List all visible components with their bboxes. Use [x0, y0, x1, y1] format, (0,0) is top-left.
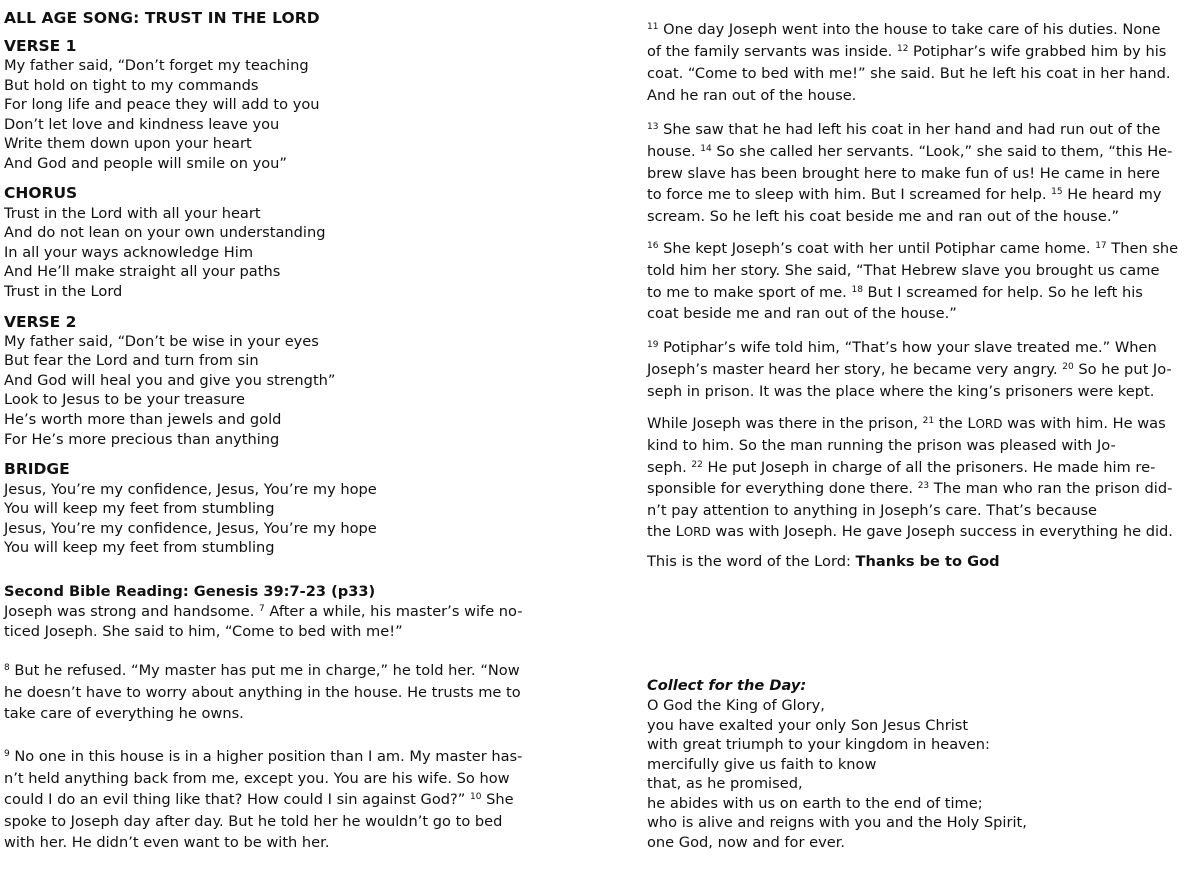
text-run: n’t held anything back from me, except you. You are his wife. So how	[4, 770, 510, 787]
text-run: He heard my	[1062, 186, 1162, 203]
verse-number: 13	[647, 122, 659, 132]
text-run: She kept Joseph’s coat with her until Potiphar came home.	[658, 240, 1096, 257]
paragraph-line	[647, 383, 1154, 400]
paragraph-line	[647, 43, 1166, 60]
text-run: ticed Joseph. She said to him, “Come to bed with me!”	[4, 623, 403, 640]
song-line: You will keep my feet from stumbling	[4, 500, 275, 517]
song-line: Trust in the Lord with all your heart	[4, 205, 261, 222]
song-line: And God will heal you and give you strength”	[4, 372, 336, 389]
verse-number: 16	[647, 241, 659, 251]
verse-number: 12	[896, 44, 909, 54]
paragraph-line	[647, 437, 1116, 454]
paragraph-line	[647, 553, 1000, 570]
song-line: My father said, “Don’t forget my teaching	[4, 57, 309, 74]
paragraph-line	[4, 813, 502, 830]
verse-1-heading: VERSE 1	[4, 37, 77, 55]
verse-number: 14	[700, 144, 712, 154]
song-line: He’s worth more than jewels and gold	[4, 411, 282, 428]
song-title: ALL AGE SONG: TRUST IN THE LORD	[4, 9, 320, 27]
collect-line: you have exalted your only Son Jesus Christ	[647, 717, 969, 734]
verse-number: 17	[1095, 241, 1107, 251]
song-line: You will keep my feet from stumbling	[4, 539, 275, 556]
paragraph-line	[647, 480, 1172, 497]
paragraph-line	[4, 662, 520, 679]
verse-number: 18	[851, 285, 863, 295]
text-run: with her. He didn’t even want to be with her.	[4, 834, 330, 851]
text-run: He put Joseph in charge of all the prisoners. He made him re-	[702, 459, 1156, 476]
collect-line: he abides with us on earth to the end of time;	[647, 795, 983, 812]
song-line: And He’ll make straight all your paths	[4, 263, 281, 280]
song-line: Write them down upon your heart	[4, 135, 252, 152]
text-run: After a while, his master’s wife no-	[264, 603, 523, 620]
paragraph-line	[4, 791, 514, 808]
text-run: Joseph’s master heard her story, he became very angry.	[647, 361, 1063, 378]
text-run: coat beside me and ran out of the house.”	[647, 305, 957, 322]
collect-line: that, as he promised,	[647, 775, 803, 792]
text-run: Joseph was strong and handsome.	[4, 603, 259, 620]
collect-line: who is alive and reigns with you and the Holy Spirit,	[647, 814, 1027, 831]
song-line: My father said, “Don’t be wise in your eyes	[4, 333, 319, 350]
song-line: Don’t let love and kindness leave you	[4, 116, 280, 133]
text-run: But I screamed for help. So he left his	[862, 284, 1143, 301]
small-caps-text: ORD	[683, 525, 711, 539]
song-line: For He’s more precious than anything	[4, 431, 280, 448]
text-run: coat. “Come to bed with me!” she said. But he left his coat in her hand.	[647, 65, 1171, 82]
verse-number: 21	[922, 416, 935, 426]
text-run: to force me to sleep with him. But I screamed for help.	[647, 186, 1052, 203]
bridge-heading: BRIDGE	[4, 460, 70, 478]
paragraph-line	[4, 684, 521, 701]
verse-number: 7	[258, 604, 265, 614]
text-run: So he put Jo-	[1073, 361, 1172, 378]
text-run: was with him. He was	[1002, 415, 1166, 432]
paragraph-line	[4, 603, 523, 620]
song-line: Jesus, You’re my confidence, Jesus, You’re my hope	[4, 520, 377, 537]
text-run: And he ran out of the house.	[647, 87, 857, 104]
text-run: She saw that he had left his coat in her hand and had run out of the	[658, 121, 1161, 138]
text-run: he doesn’t have to worry about anything in the house. He trusts me to	[4, 684, 521, 701]
paragraph-line	[647, 143, 1172, 160]
paragraph-line	[647, 208, 1119, 225]
song-line: Trust in the Lord	[4, 283, 123, 300]
song-line: And do not lean on your own understanding	[4, 224, 326, 241]
verse-number: 11	[647, 22, 659, 32]
text-run: n’t pay attention to anything in Joseph’s care. That’s because	[647, 502, 1098, 519]
paragraph-line	[647, 523, 1173, 540]
text-run: could I do an evil thing like that? How could I sin against God?”	[4, 791, 470, 808]
collect-title: Collect for the Day:	[647, 677, 807, 694]
paragraph-line	[4, 748, 522, 765]
paragraph-line	[647, 186, 1162, 203]
song-line: In all your ways acknowledge Him	[4, 244, 254, 261]
text-run: brew slave has been brought here to make fun of us! He came in here	[647, 165, 1160, 182]
verse-number: 9	[4, 749, 10, 759]
paragraph-line	[647, 459, 1155, 476]
paragraph-line	[647, 502, 1097, 519]
text-run: spoke to Joseph day after day. But he told her he wouldn’t go to bed	[4, 813, 503, 830]
text-run: No one in this house is in a higher position than I am. My master has-	[9, 748, 523, 765]
song-line: But hold on tight to my commands	[4, 77, 259, 94]
text-run: kind to him. So the man running the prison was pleased with Jo-	[647, 437, 1116, 454]
song-line: Jesus, You’re my confidence, Jesus, You’re my hope	[4, 481, 377, 498]
text-run: This is the word of the Lord:	[647, 553, 856, 570]
paragraph-line	[4, 834, 329, 851]
text-run: The man who ran the prison did-	[929, 480, 1173, 497]
text-run: was with Joseph. He gave Joseph success in everything he did.	[710, 523, 1173, 540]
paragraph-line	[647, 262, 1159, 279]
text-run: sponsible for everything done there.	[647, 480, 918, 497]
paragraph-line	[4, 770, 510, 787]
text-run: Then she	[1106, 240, 1179, 257]
small-caps-text: ORD	[975, 417, 1003, 431]
verse-2-heading: VERSE 2	[4, 313, 77, 331]
verse-number: 15	[1051, 187, 1063, 197]
paragraph-line	[4, 623, 403, 640]
paragraph-line	[4, 705, 244, 722]
song-line: And God and people will smile on you”	[4, 155, 287, 172]
song-line: For long life and peace they will add to you	[4, 96, 320, 113]
song-line: But fear the Lord and turn from sin	[4, 352, 259, 369]
text-run: Potiphar’s wife told him, “That’s how your slave treated me.” When	[658, 339, 1157, 356]
text-run: house.	[647, 143, 701, 160]
verse-number: 10	[469, 792, 482, 802]
text-run: of the family servants was inside.	[647, 43, 897, 60]
text-run: to me to make sport of me.	[647, 284, 852, 301]
collect-line: one God, now and for ever.	[647, 834, 846, 851]
text-run: the L	[934, 415, 976, 432]
paragraph-line	[647, 65, 1171, 82]
collect-line: with great triumph to your kingdom in heaven:	[647, 736, 990, 753]
collect-line: mercifully give us faith to know	[647, 756, 877, 773]
paragraph-line	[647, 284, 1143, 301]
verse-number: 8	[4, 663, 10, 673]
verse-number: 20	[1062, 362, 1074, 372]
text-run: take care of everything he owns.	[4, 705, 244, 722]
text-run: Potiphar’s wife grabbed him by his	[908, 43, 1167, 60]
text-run: But he refused. “My master has put me in charge,” he told her. “Now	[9, 662, 520, 679]
text-run: told him her story. She said, “That Hebrew slave you brought us came	[647, 262, 1160, 279]
paragraph-line	[647, 165, 1160, 182]
paragraph-line	[647, 415, 1166, 432]
paragraph-line	[647, 305, 957, 322]
paragraph-line	[647, 121, 1160, 138]
song-line: Look to Jesus to be your treasure	[4, 391, 245, 408]
paragraph-line	[647, 339, 1157, 356]
text-run: So she called her servants. “Look,” she said to them, “this He-	[711, 143, 1173, 160]
response-text: Thanks be to God	[855, 553, 1000, 570]
reading-title: Second Bible Reading: Genesis 39:7-23 (p33)	[4, 583, 376, 600]
paragraph-line	[647, 87, 856, 104]
text-run: seph in prison. It was the place where the king’s prisoners were kept.	[647, 383, 1155, 400]
text-run: scream. So he left his coat beside me and ran out of the house.”	[647, 208, 1120, 225]
verse-number: 19	[647, 340, 659, 350]
paragraph-line	[647, 240, 1178, 257]
paragraph-line	[647, 361, 1172, 378]
collect-line: O God the King of Glory,	[647, 697, 825, 714]
text-run: She	[481, 791, 514, 808]
text-run: seph.	[647, 459, 692, 476]
verse-number: 22	[691, 460, 703, 470]
verse-number: 23	[917, 481, 930, 491]
text-run: One day Joseph went into the house to take care of his duties. None	[658, 21, 1161, 38]
text-run: the L	[647, 523, 684, 540]
paragraph-line	[647, 21, 1161, 38]
text-run: While Joseph was there in the prison,	[647, 415, 923, 432]
chorus-heading: CHORUS	[4, 184, 78, 202]
